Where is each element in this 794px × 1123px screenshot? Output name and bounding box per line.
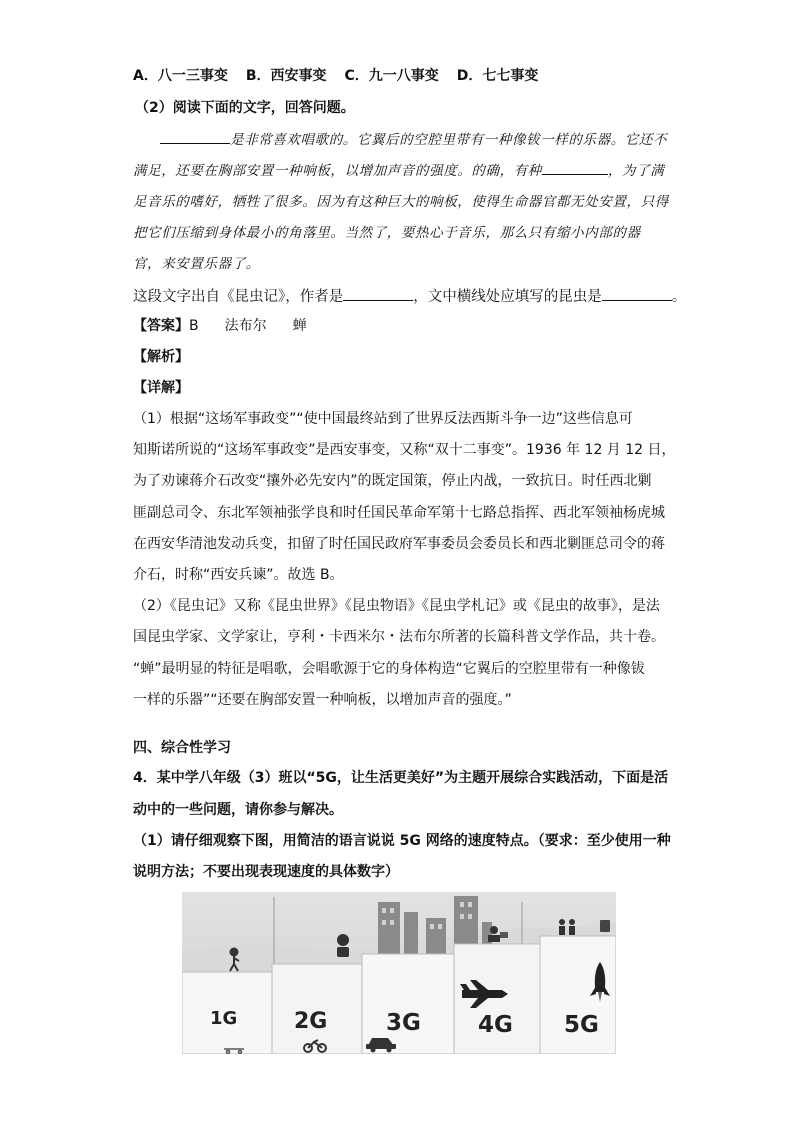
network-speed-illustration: [182, 892, 616, 1054]
detail-label: 【详解】: [133, 380, 189, 396]
passage-line-3: 足音乐的嗜好，牺牲了很多。因为有这种巨大的响板，使得生命器官都无处安置，只得: [133, 194, 669, 210]
passage-line-2: 满足，还要在胸部安置一种响板，以增加声音的强度。的确，有种 ，为了满: [133, 160, 664, 181]
sub-question-2-prompt: （2）阅读下面的文字，回答问题。: [135, 100, 355, 116]
label-4g: 4G: [478, 1012, 513, 1038]
detail-p1-line-3: 为了劝谏蒋介石改变“攘外必先安内”的既定国策，停止内战，一致抗日。时任西北剿: [133, 473, 652, 489]
q4-sub1-line-2: 说明方法；不要出现表现速度的具体数字）: [133, 864, 399, 880]
detail-p1-line-1: （1）根据“这场军事政变”“使中国最终站到了世界反法西斯斗争一边”这些信息可: [133, 411, 633, 427]
detail-p2-line-1: （2）《昆虫记》又称《昆虫世界》《昆虫物语》《昆虫学札记》或《昆虫的故事》，是法: [133, 598, 660, 614]
passage-line-4: 把它们压缩到身体最小的角落里。当然了，要热心于音乐，那么只有缩小内部的器: [133, 225, 641, 241]
passage-blank-1: [160, 129, 230, 144]
detail-p2-line-4: 一样的乐器”“还要在胸部安置一种响板，以增加声音的强度。”: [133, 692, 512, 708]
passage-blank-2: [542, 160, 608, 175]
detail-p1-line-4: 匪副总司令、东北军领袖张学良和时任国民革命军第十七路总指挥、西北军领袖杨虎城: [133, 505, 665, 521]
section-title: 四、综合性学习: [133, 740, 231, 756]
q4-stem-line-2: 动中的一些问题，请你参与解决。: [133, 802, 343, 818]
label-2g: 2G: [294, 1009, 328, 1034]
option-d: D．七七事变: [456, 68, 539, 84]
passage-line-5: 官，来安置乐器了。: [133, 256, 260, 272]
detail-p1-line-6: 介石，时称“西安兵谏”。故选 B。: [133, 567, 344, 583]
option-b: B．西安事变: [245, 68, 327, 84]
robot-icon: [600, 920, 610, 932]
author-blank: [343, 286, 413, 301]
detail-p1-line-5: 在西安华清池发动兵变，扣留了时任国民政府军事委员会委员长和西北剿匪总司令的蒋: [133, 536, 665, 552]
network-speed-figure: [182, 892, 616, 1054]
answer-label: 【答案】: [133, 318, 189, 334]
label-3g: 3G: [386, 1010, 421, 1036]
insect-blank: [602, 286, 672, 301]
detail-p1-line-2: 知斯诺所说的“这场军事政变”是西安事变，又称“双十二事变”。1936 年 12 月 12 日，: [133, 442, 676, 458]
fill-question: 这段文字出自《昆虫记》，作者是 ，文中横线处应填写的昆虫是 。: [133, 286, 686, 307]
q4-sub1-line-1: （1）请仔细观察下图，用简洁的语言说说 5G 网络的速度特点。（要求：至少使用一种: [133, 833, 671, 849]
detail-p2-line-3: “蝉”最明显的特征是唱歌，会唱歌源于它的身体构造“它翼后的空腔里带有一种像钹: [133, 661, 645, 677]
answer-value-2: 法布尔: [224, 318, 267, 334]
option-list: [133, 66, 556, 86]
answer-value-1: B: [189, 318, 199, 334]
label-5g: 5G: [564, 1012, 599, 1038]
passage-line-1: 是非常喜欢唱歌的。它翼后的空腔里带有一种像钹一样的乐器。它还不: [160, 129, 667, 150]
answer-value-3: 蝉: [292, 318, 307, 334]
answer-line: [133, 316, 307, 336]
detail-p2-line-2: 国昆虫学家、文学家让，亨利・卡西米尔・法布尔所著的长篇科普文学作品，共十卷。: [133, 629, 665, 645]
label-1g: 1G: [210, 1008, 238, 1029]
option-a: A．八一三事变: [133, 68, 228, 84]
q4-stem-line-1: 4．某中学八年级（3）班以“5G，让生活更美好”为主题开展综合实践活动，下面是活: [133, 770, 669, 786]
option-c: C．九一八事变: [344, 68, 439, 84]
analysis-label: 【解析】: [133, 349, 189, 365]
